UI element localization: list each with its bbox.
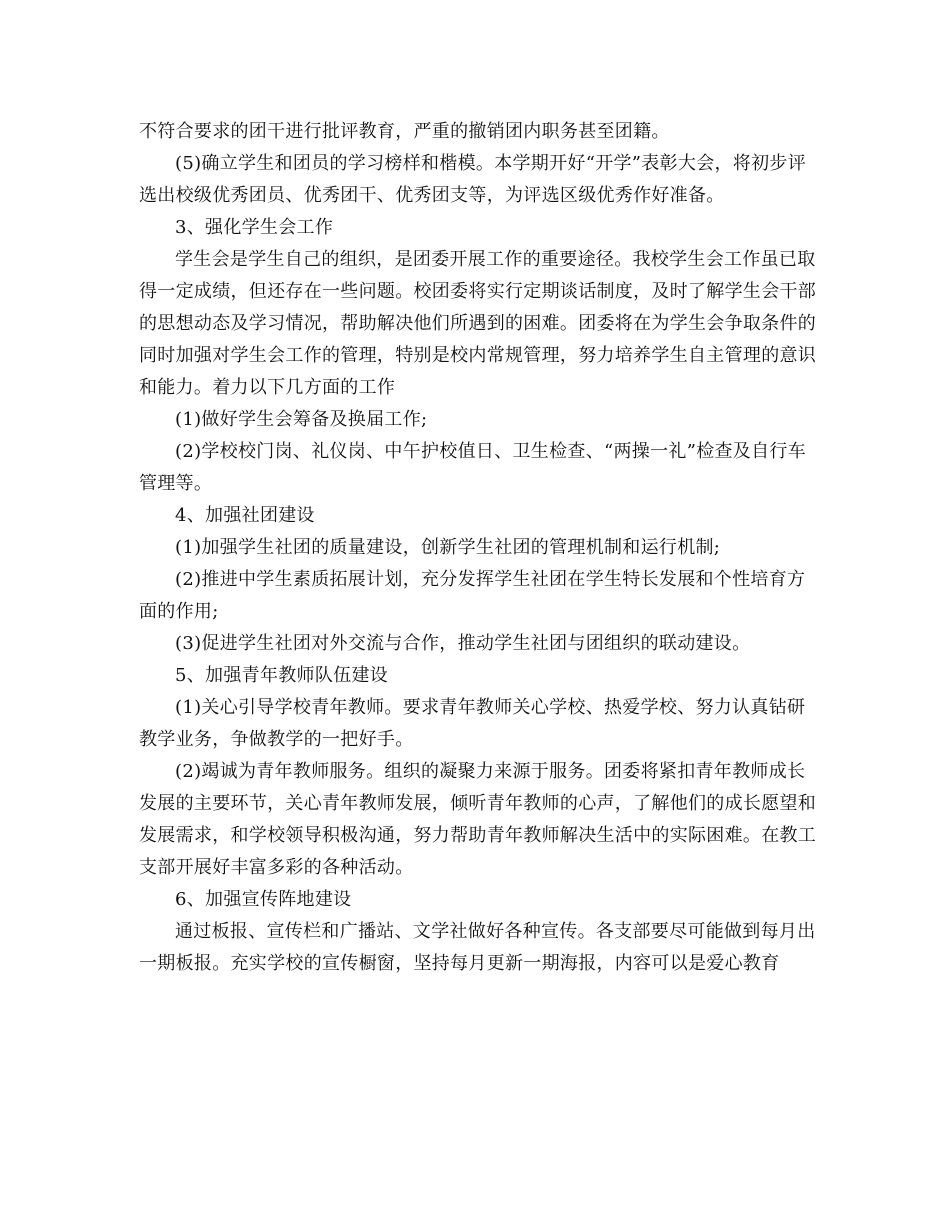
list-item: (2)竭诚为青年教师服务。组织的凝聚力来源于服务。团委将紧扣青年教师成长发展的主要环节，关心青年教师发展，倾听青年教师的心声，了解他们的成长愿望和发展需求，和学校领导积极沟通，努力帮助青年教师解决生活中的实际困难。在教工支部开展好丰富多彩的各种活动。 (139, 761, 817, 878)
section-heading: 5、加强青年教师队伍建设 (175, 665, 389, 686)
list-item: (3)促进学生社团对外交流与合作，推动学生社团与团组织的联动建设。 (175, 633, 751, 654)
section-heading: 4、加强社团建设 (175, 505, 315, 526)
paragraph: 通过板报、宣传栏和广播站、文学社做好各种宣传。各支部要尽可能做到每月出一期板报。充实学校的宣传橱窗，坚持每月更新一期海报，内容可以是爱心教育 (139, 921, 816, 974)
list-item: (2)学校校门岗、礼仪岗、中午护校值日、卫生检查、“两操一礼”检查及自行车管理等。 (139, 441, 806, 494)
paragraph: 不符合要求的团干进行批评教育，严重的撤销团内职务甚至团籍。 (139, 121, 670, 142)
section-heading: 3、强化学生会工作 (175, 217, 334, 238)
section-heading: 6、加强宣传阵地建设 (175, 889, 352, 910)
document-body (139, 116, 819, 980)
list-item: (2)推进中学生素质拓展计划，充分发挥学生社团在学生特长发展和个性培育方面的作用; (139, 569, 806, 622)
paragraph: 学生会是学生自己的组织，是团委开展工作的重要途径。我校学生会工作虽已取得一定成绩，但还存在一些问题。校团委将实行定期谈话制度，及时了解学生会干部的思想动态及学习情况，帮助解决他们所遇到的困难。团委将在为学生会争取条件的同时加强对学生会工作的管理，特别是校内常规管理，努力培养学生自主管理的意识和能力。着力以下几方面的工作 (139, 249, 817, 398)
list-item: (1)加强学生社团的质量建设，创新学生社团的管理机制和运行机制; (175, 537, 721, 558)
paragraph: (5)确立学生和团员的学习榜样和楷模。本学期开好“开学”表彰大会，将初步评选出校级优秀团员、优秀团干、优秀团支等，为评选区级优秀作好准备。 (139, 153, 806, 206)
list-item: (1)关心引导学校青年教师。要求青年教师关心学校、热爱学校、努力认真钻研教学业务，争做教学的一把好手。 (139, 697, 806, 750)
list-item: (1)做好学生会筹备及换届工作; (175, 409, 428, 430)
